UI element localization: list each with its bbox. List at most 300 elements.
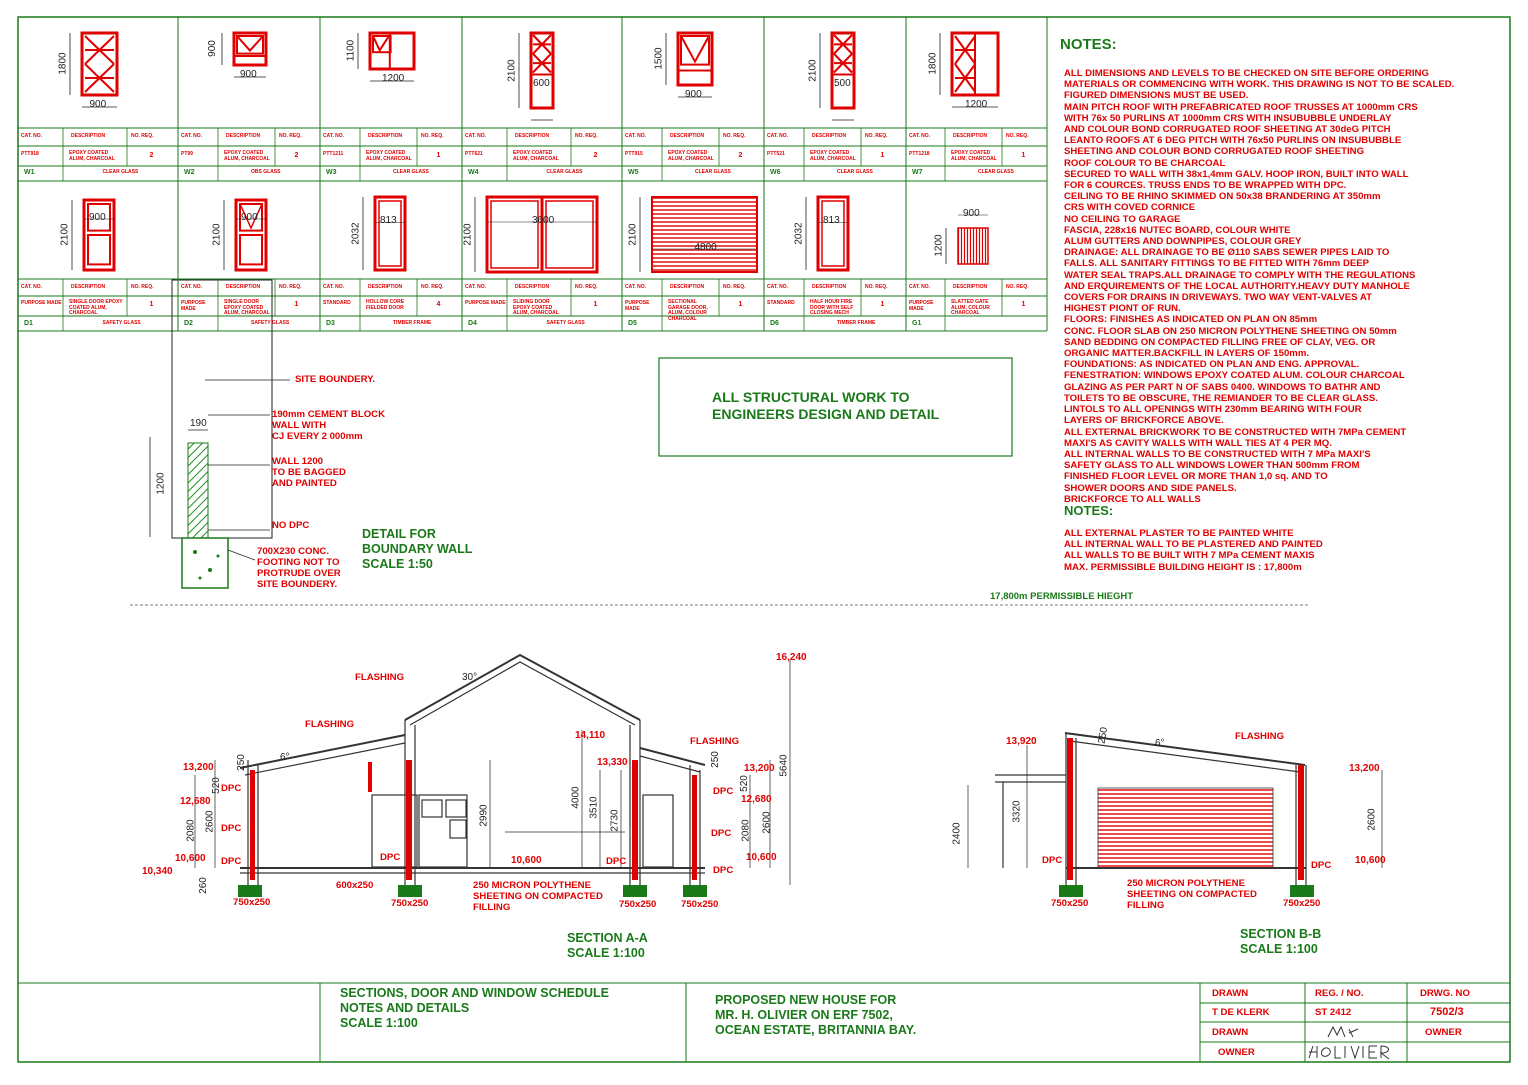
window-width-dim: 600 [533, 78, 550, 89]
sched-glazing: OBS GLASS [251, 169, 281, 175]
note2-line: ALL WALLS TO BE BUILT WITH 7 MPa CEMENT MAXIS [1064, 550, 1315, 562]
footing-label-4: SITE BOUNDERY. [257, 579, 338, 590]
window-height-dim: 1500 [653, 47, 665, 70]
note-line: FOR 6 COURCES. TRUSS ENDS TO BE WRAPPED WITH DPC. [1064, 180, 1347, 192]
window-elevation-w7 [940, 33, 998, 107]
pitch-6-bb: 6° [1155, 738, 1165, 749]
drawn-label: DRAWN [1212, 988, 1249, 999]
polythene-label-2: SHEETING ON COMPACTED [473, 891, 603, 902]
sched-quantity: 1 [294, 301, 299, 308]
sched-description: SECTIONAL GARAGE DOOR, ALUM, COLOUR CHARCOAL [668, 299, 708, 322]
sched-cat-no: PTT915 [625, 151, 643, 157]
permissible-height-label: 17,800m PERMISSIBLE HIEGHT [990, 591, 1134, 602]
level-13200-bb: 13,200 [1349, 763, 1380, 774]
flashing-label-left: FLASHING [305, 719, 355, 730]
sched-header-cat: CAT. NO. [21, 133, 43, 139]
sched-header-desc: DESCRIPTION [953, 133, 988, 139]
sched-description: HALF HOUR FIRE DOOR WITH SELF CLOSING MECH [810, 299, 854, 316]
wall-height-label: WALL 1200 [272, 456, 324, 467]
sched-quantity: 4 [436, 301, 441, 308]
sched-description: EPOXY COATED ALUM, CHARCOAL [951, 150, 997, 162]
drawing-number: 7502/3 [1430, 1006, 1464, 1018]
note-line: SECURED TO WALL WITH 38x1,4mm GALV. HOOP IRON, BUILT INTO WALL [1064, 168, 1409, 180]
note-line: ALUM GUTTERS AND DOWNPIPES, COLOUR GREY [1064, 236, 1302, 248]
note-line: MATERIALS OR COMMENCING WITH WORK. THIS DRAWING IS NOT TO BE SCALED. [1064, 79, 1455, 91]
sched-description: SLATTED GATE ALUM. COLOUR CHARCOAL [951, 299, 990, 316]
sched-quantity: 1 [1021, 301, 1026, 308]
section-aa-scale: SCALE 1:100 [567, 946, 645, 960]
sched-header-cat: CAT. NO. [21, 284, 43, 290]
sched-quantity: 1 [880, 152, 885, 159]
window-width-dim: 1200 [965, 99, 988, 110]
sched-cat-no: PURPOSE MADE [909, 300, 934, 312]
dim-2400: 2400 [951, 822, 963, 845]
sched-code: D4 [468, 320, 477, 327]
drwg-label: DRWG. NO [1420, 988, 1470, 999]
sched-quantity: 1 [880, 301, 885, 308]
dpc-label-3: DPC [221, 856, 242, 867]
door-height-dim: 2100 [627, 222, 639, 246]
sched-description: EPOXY COATED ALUM, CHARCOAL [69, 150, 115, 162]
dim-2600-bb: 2600 [1366, 808, 1378, 831]
sched-glazing: CLEAR GLASS [978, 169, 1014, 175]
footing-label-2: FOOTING NOT TO [257, 557, 340, 568]
site-boundary-label: SITE BOUNDERY. [295, 374, 376, 385]
notes-list-2 [1064, 528, 1323, 573]
dim-2080-right: 2080 [740, 819, 752, 842]
dim-520-right: 520 [738, 775, 750, 792]
flashing-label-top: FLASHING [355, 672, 405, 683]
owner-label-2: OWNER [1218, 1047, 1255, 1058]
sched-header-req: NO. REQ. [131, 284, 154, 290]
note-line: ALL DIMENSIONS AND LEVELS TO BE CHECKED ON SITE BEFORE ORDERING [1064, 68, 1429, 79]
window-elevation-w4 [519, 33, 553, 120]
sched-header-desc: DESCRIPTION [226, 133, 261, 139]
polythene-bb-1: 250 MICRON POLYTHENE [1127, 878, 1245, 889]
note-line: FALLS. ALL SANITARY FITTINGS TO BE FITTED WITH 76mm DEEP [1064, 258, 1370, 270]
bagged-label: TO BE BAGGED [272, 467, 346, 478]
sched-header-req: NO. REQ. [575, 284, 598, 290]
window-height-dim: 2100 [807, 58, 819, 82]
sched-cat-no: PTT918 [21, 151, 39, 157]
reg-label: REG. / NO. [1315, 988, 1364, 999]
dim-2080-left: 2080 [185, 819, 197, 842]
sched-code: W3 [326, 169, 337, 176]
note-line: FINISHED FLOOR LEVEL OR MORE THAN 1,0 sq. AND TO [1064, 471, 1328, 483]
level-12680-left: 12,680 [180, 796, 211, 807]
section-aa-title: SECTION A-A [567, 931, 648, 945]
sched-code: W4 [468, 169, 479, 176]
footing-750-1: 750x250 [233, 897, 271, 908]
note-line: FOUNDATIONS: AS INDICATED ON PLAN AND ENG. APPROVAL. [1064, 359, 1360, 371]
sched-header-desc: DESCRIPTION [515, 284, 550, 290]
sched-description: EPOXY COATED ALUM, CHARCOAL [366, 150, 412, 162]
cj-label: CJ EVERY 2 000mm [272, 431, 363, 442]
sched-quantity: 1 [1021, 152, 1026, 159]
note2-line: ALL EXTERNAL PLASTER TO BE PAINTED WHITE [1064, 528, 1294, 539]
door-width-dim: 900 [963, 208, 980, 219]
section-bb-title: SECTION B-B [1240, 927, 1322, 941]
boundary-detail-title-2: BOUNDARY WALL [362, 542, 473, 556]
sched-header-desc: DESCRIPTION [953, 284, 988, 290]
footing-750-bb-2: 750x250 [1283, 898, 1321, 909]
dim-250-right: 250 [709, 751, 721, 768]
sched-header-desc: DESCRIPTION [812, 133, 847, 139]
dim-250-bb: 250 [1096, 726, 1111, 745]
section-bb-scale: SCALE 1:100 [1240, 942, 1318, 956]
sched-cat-no: PTT1218 [909, 151, 930, 157]
sched-header-cat: CAT. NO. [465, 284, 487, 290]
dpc-label-1: DPC [221, 783, 242, 794]
cement-block-label: 190mm CEMENT BLOCK [272, 409, 386, 420]
sched-header-req: NO. REQ. [865, 133, 888, 139]
dpc-label-4: DPC [380, 852, 401, 863]
sched-header-cat: CAT. NO. [909, 284, 931, 290]
dim-2600-right: 2600 [761, 811, 773, 834]
project-line-1: PROPOSED NEW HOUSE FOR [715, 993, 897, 1007]
drawer-signature [1325, 1023, 1365, 1041]
window-height-dim: 1800 [927, 52, 939, 75]
note-line: FASCIA, 228x16 NUTEC BOARD, COLOUR WHITE [1064, 224, 1291, 236]
sched-header-req: NO. REQ. [723, 284, 746, 290]
sched-cat-no: PURPOSE MADE [465, 300, 506, 306]
note-line: AND ERQUIREMENTS OF THE LOCAL AUTHORITY.HEAVY DUTY MANHOLE [1064, 280, 1410, 292]
sched-glazing: TIMBER FRAME [837, 320, 876, 326]
dim-4000: 4000 [570, 786, 582, 809]
sched-header-cat: CAT. NO. [625, 133, 647, 139]
sched-code: D5 [628, 320, 637, 327]
sched-cat-no: PURPOSE MADE [21, 300, 62, 306]
level-10600-left: 10,600 [175, 853, 206, 864]
dpc-label-6: DPC [713, 786, 734, 797]
sched-description: HOLLOW CORE FIELDED DOOR [366, 299, 405, 311]
dim-3320: 3320 [1011, 800, 1023, 823]
window-elevation-w1 [70, 33, 117, 107]
dpc-label-2: DPC [221, 823, 242, 834]
footing-600x250: 600x250 [336, 880, 374, 891]
painted-label: AND PAINTED [272, 478, 337, 489]
level-14110: 14,110 [575, 730, 606, 741]
sched-quantity: 2 [738, 152, 743, 159]
window-width-dim: 1200 [382, 73, 405, 84]
sched-code: W1 [24, 169, 35, 176]
sched-glazing: SAFETY GLASS [251, 320, 290, 326]
level-13200-right: 13,200 [744, 763, 775, 774]
sched-quantity: 1 [436, 152, 441, 159]
note-line: SAFETY GLASS TO ALL WINDOWS LOWER THAN 500mm FROM [1064, 460, 1360, 472]
sched-header-desc: DESCRIPTION [71, 284, 106, 290]
sched-header-cat: CAT. NO. [909, 133, 931, 139]
footing-label-3: PROTRUDE OVER [257, 568, 341, 579]
sched-cat-no: PURPOSE MADE [181, 300, 206, 312]
footing-750-2: 750x250 [391, 898, 429, 909]
drawn-label-2: DRAWN [1212, 1027, 1249, 1038]
drawer-name: T DE KLERK [1212, 1007, 1270, 1018]
door-width-dim: 813 [823, 215, 840, 227]
sched-header-req: NO. REQ. [421, 284, 444, 290]
sched-code: W6 [770, 169, 781, 176]
sched-header-cat: CAT. NO. [181, 284, 203, 290]
dim-2600-left: 2600 [204, 810, 216, 833]
note-line: LEANTO ROOFS AT 6 DEG PITCH WITH 76x50 PURLINS ON INSUBUBBLE [1064, 135, 1402, 147]
door-width-dim: 4800 [694, 242, 717, 253]
dpc-label-bb-2: DPC [1311, 860, 1332, 871]
no-dpc-label: NO DPC [272, 520, 310, 531]
window-height-dim: 1100 [345, 39, 357, 62]
window-height-dim: 900 [206, 40, 218, 57]
dpc-label-8: DPC [713, 865, 734, 876]
note-line: CONC. FLOOR SLAB ON 250 MICRON POLYTHENE SHEETING ON 50mm [1064, 325, 1397, 337]
sched-header-req: NO. REQ. [279, 284, 302, 290]
note-line: CEILING TO BE RHINO SKIMMED ON 50x38 BRANDERING AT 350mm [1064, 191, 1381, 203]
sched-glazing: CLEAR GLASS [546, 169, 583, 175]
door-height-dim: 2100 [211, 223, 223, 246]
sched-code: D2 [184, 320, 193, 327]
level-16240: 16,240 [776, 652, 807, 663]
level-10340: 10,340 [142, 866, 173, 877]
sched-code: W5 [628, 169, 639, 176]
flashing-label-right: FLASHING [690, 736, 740, 747]
window-elevation-w6 [820, 33, 854, 120]
sched-description: EPOXY COATED ALUM, CHARCOAL [810, 150, 856, 162]
note-line: FENESTRATION: WINDOWS EPOXY COATED ALUM. COLOUR CHARCOAL [1064, 370, 1405, 382]
window-width-dim: 900 [685, 89, 702, 100]
sched-glazing: SAFETY GLASS [546, 320, 585, 326]
footing-label: 700X230 CONC. [257, 546, 329, 557]
note-line: MAIN PITCH ROOF WITH PREFABRICATED ROOF TRUSSES AT 1000mm CRS [1064, 101, 1418, 113]
door-elevation-d6 [806, 197, 848, 270]
boundary-detail-scale: SCALE 1:50 [362, 557, 433, 571]
notes-title: NOTES: [1060, 36, 1117, 53]
sched-header-req: NO. REQ. [421, 133, 444, 139]
sched-header-cat: CAT. NO. [465, 133, 487, 139]
note-line: ALL INTERNAL WALLS TO BE CONSTRUCTED WITH 7 MPa MAXI'S [1064, 448, 1371, 460]
door-height-dim: 2100 [59, 223, 71, 246]
dpc-label-7: DPC [711, 828, 732, 839]
dim-260: 260 [197, 877, 209, 894]
sched-header-req: NO. REQ. [279, 133, 302, 139]
reg-number: ST 2412 [1315, 1007, 1352, 1018]
owner-signature [1305, 1043, 1395, 1061]
notes-title-2: NOTES: [1064, 503, 1114, 518]
project-line-2: MR. H. OLIVIER ON ERF 7502, [715, 1008, 893, 1022]
sched-header-req: NO. REQ. [131, 133, 154, 139]
notes-list [1064, 68, 1454, 505]
note-line: AND COLOUR BOND CORRUGATED ROOF SHEETING AT 30deG PITCH [1064, 124, 1391, 136]
sched-cat-no: PURPOSE MADE [625, 300, 650, 312]
sched-header-cat: CAT. NO. [323, 133, 345, 139]
sched-quantity: 2 [593, 152, 598, 159]
polythene-bb-3: FILLING [1127, 900, 1165, 911]
note-line: MAXI'S AS CAVITY WALLS WITH WALL TIES AT 4 PER MQ. [1064, 437, 1332, 449]
polythene-label-1: 250 MICRON POLYTHENE [473, 880, 591, 891]
door-elevation-d4 [475, 197, 597, 272]
level-10600-right: 10,600 [746, 852, 777, 863]
owner-label: OWNER [1425, 1027, 1462, 1038]
sched-description: SINGLE DOOR EPOXY COATED ALUM, CHARCOAL [224, 299, 270, 316]
sched-glazing: CLEAR GLASS [393, 169, 429, 175]
project-line-3: OCEAN ESTATE, BRITANNIA BAY. [715, 1023, 917, 1037]
dim-250-left: 250 [235, 754, 247, 771]
section-aa-dimension-lines [195, 660, 790, 885]
sched-header-cat: CAT. NO. [181, 133, 203, 139]
sched-header-desc: DESCRIPTION [670, 133, 705, 139]
structural-note-1: ALL STRUCTURAL WORK TO [712, 389, 910, 405]
sched-cat-no: STANDARD [767, 300, 795, 306]
door-elevation-d3 [363, 197, 405, 270]
flashing-label-bb: FLASHING [1235, 731, 1285, 742]
note-line: FLOORS: FINISHES AS INDICATED ON PLAN ON 85mm [1064, 314, 1318, 326]
note-line: FIGURED DIMENSIONS MUST BE USED. [1064, 90, 1249, 102]
wall-with-label: WALL WITH [272, 420, 327, 431]
sched-description: SINGLE DOOR EPOXY COATED ALUM, CHARCOAL [69, 299, 123, 316]
sched-glazing: CLEAR GLASS [695, 169, 731, 175]
sched-header-req: NO. REQ. [723, 133, 746, 139]
note-line: ROOF COLOUR TO BE CHARCOAL [1064, 157, 1226, 169]
boundary-detail-title-1: DETAIL FOR [362, 527, 436, 541]
level-13920: 13,920 [1006, 736, 1037, 747]
sched-cat-no: STANDARD [323, 300, 351, 306]
window-width-dim: 900 [240, 69, 257, 80]
sched-glazing: CLEAR GLASS [837, 169, 873, 175]
sched-quantity: 2 [149, 152, 154, 159]
sched-quantity: 1 [738, 301, 743, 308]
note-line: ALL EXTERNAL BRICKWORK TO BE CONSTRUCTED WITH 7MPa CEMENT [1064, 426, 1407, 438]
window-elevation-w5 [666, 33, 712, 97]
sched-header-cat: CAT. NO. [767, 133, 789, 139]
sched-cat-no: PTT621 [465, 151, 483, 157]
note-line: SHOWER DOORS AND SIDE PANELS. [1064, 482, 1237, 494]
sched-header-desc: DESCRIPTION [368, 284, 403, 290]
dpc-label-bb-1: DPC [1042, 855, 1063, 866]
sched-description: EPOXY COATED ALUM, CHARCOAL [668, 150, 714, 162]
boundary-wall-detail [150, 280, 290, 588]
door-elevation-d2 [224, 200, 266, 270]
structural-note-2: ENGINEERS DESIGN AND DETAIL [712, 406, 940, 422]
sched-glazing: TIMBER FRAME [393, 320, 432, 326]
polythene-bb-2: SHEETING ON COMPACTED [1127, 889, 1257, 900]
door-width-dim: 813 [380, 215, 397, 227]
sched-code: G1 [912, 320, 922, 327]
level-13330: 13,330 [597, 757, 628, 768]
note-line: HIGHEST PIONT OF RUN. [1064, 303, 1181, 315]
sched-header-cat: CAT. NO. [625, 284, 647, 290]
note-line: NO CEILING TO GARAGE [1064, 213, 1181, 225]
sched-header-desc: DESCRIPTION [515, 133, 550, 139]
level-12680-right: 12,680 [741, 794, 772, 805]
polythene-label-3: FILLING [473, 902, 511, 913]
note-line: LINTOLS TO ALL OPENINGS WITH 230mm BEARING WITH FOUR [1064, 404, 1362, 416]
note-line: LAYERS OF BRICKFORCE ABOVE. [1064, 415, 1224, 427]
sched-header-desc: DESCRIPTION [368, 133, 403, 139]
drawing-title-2: NOTES AND DETAILS [340, 1001, 470, 1015]
pitch-30: 30° [462, 672, 478, 683]
footing-750-3: 750x250 [619, 899, 657, 910]
note-line: ORGANIC MATTER.BACKFILL IN LAYERS OF 150mm. [1064, 348, 1310, 360]
sched-header-cat: CAT. NO. [767, 284, 789, 290]
sched-quantity: 1 [149, 301, 154, 308]
note-line: BRICKFORCE TO ALL WALLS [1064, 493, 1201, 505]
note-line: SHEETING AND COLOUR BOND CORRUGATED ROOF SHEETING [1064, 146, 1365, 158]
door-height-dim: 1200 [933, 234, 945, 257]
sched-description: EPOXY COATED ALUM, CHARCOAL [513, 150, 559, 162]
sched-header-desc: DESCRIPTION [71, 133, 106, 139]
note-line: COVERS FOR DRAINS IN DRIVEWAYS. TWO WAY VENT-VALVES AT [1064, 292, 1372, 304]
dim-2730: 2730 [609, 809, 621, 832]
door-height-dim: 2100 [462, 222, 474, 246]
drawing-title-3: SCALE 1:100 [340, 1016, 418, 1030]
door-height-dim: 2032 [793, 221, 805, 245]
sched-header-desc: DESCRIPTION [670, 284, 705, 290]
note-line: WITH 76x 50 PURLINS AT 1000mm CRS WITH INSUBUBBLE UNDERLAY [1064, 112, 1392, 124]
sched-header-desc: DESCRIPTION [226, 284, 261, 290]
door-width-dim: 3600 [532, 215, 555, 226]
note-line: SAND BEDDING ON COMPACTED FILLING FREE OF CLAY, VEG. OR [1064, 336, 1376, 348]
door-width-dim: 900 [241, 212, 258, 223]
level-10600-bb: 10,600 [1355, 855, 1386, 866]
dim-520-left: 520 [210, 777, 222, 794]
garage-door [1098, 788, 1273, 868]
door-elevation-g1 [946, 215, 988, 264]
dim-2990: 2990 [478, 804, 490, 827]
sched-header-req: NO. REQ. [575, 133, 598, 139]
pitch-6: 6° [280, 752, 290, 763]
boundary-height-dim: 1200 [155, 472, 167, 495]
door-width-dim: 900 [89, 212, 106, 223]
sched-description: EPOXY COATED ALUM, CHARCOAL [224, 150, 270, 162]
dim-5640: 5640 [778, 754, 790, 777]
note-line: GLAZING AS PER PART N OF SABS 0400. WINDOWS TO BATHR AND [1064, 381, 1381, 393]
sched-code: W2 [184, 169, 195, 176]
note2-line: ALL INTERNAL WALL TO BE PLASTERED AND PAINTED [1064, 539, 1323, 551]
window-height-dim: 1800 [57, 52, 69, 75]
sched-description: SLIDING DOOR EPOXY COATED ALUM, CHARCOAL [513, 299, 559, 316]
window-width-dim: 500 [834, 78, 851, 89]
sched-header-desc: DESCRIPTION [812, 284, 847, 290]
footing-750-bb-1: 750x250 [1051, 898, 1089, 909]
sched-glazing: SAFETY GLASS [102, 320, 141, 326]
sched-code: D1 [24, 320, 33, 327]
sched-quantity: 1 [593, 301, 598, 308]
sched-cat-no: PTT521 [767, 151, 785, 157]
level-10600-mid: 10,600 [511, 855, 542, 866]
door-height-dim: 2032 [350, 221, 362, 245]
window-width-dim: 900 [89, 99, 107, 110]
dpc-label-5: DPC [606, 856, 627, 867]
note-line: WATER SEAL TRAPS.ALL DRAINAGE TO COMPLY WITH THE REGULATIONS [1064, 269, 1416, 281]
sched-header-req: NO. REQ. [865, 284, 888, 290]
window-height-dim: 2100 [506, 58, 518, 82]
sched-cat-no: PT99 [181, 151, 193, 157]
note-line: DRAINAGE: ALL DRAINAGE TO BE Ø110 SABS SEWER PIPES LAID TO [1064, 247, 1390, 259]
footing-750-4: 750x250 [681, 899, 719, 910]
sched-glazing: CLEAR GLASS [102, 169, 139, 175]
sched-code: D3 [326, 320, 335, 327]
sched-quantity: 2 [294, 152, 299, 159]
note-line: TOILETS TO BE OBSCURE, THE REMIANDER TO BE CLEAR GLASS. [1064, 392, 1378, 404]
sched-cat-no: PTT1211 [323, 151, 344, 157]
sched-code: W7 [912, 169, 923, 176]
sched-header-req: NO. REQ. [1006, 133, 1029, 139]
boundary-width-dim: 190 [190, 418, 207, 429]
note-line: CRS WITH COVED CORNICE [1064, 202, 1196, 214]
door-elevation-d1 [72, 200, 114, 270]
sched-header-cat: CAT. NO. [323, 284, 345, 290]
note2-line: MAX. PERMISSIBLE BUILDING HEIGHT IS : 17,800m [1064, 561, 1302, 573]
sched-header-req: NO. REQ. [1006, 284, 1029, 290]
door-elevation-d5 [640, 197, 757, 272]
dim-3510: 3510 [588, 796, 600, 819]
